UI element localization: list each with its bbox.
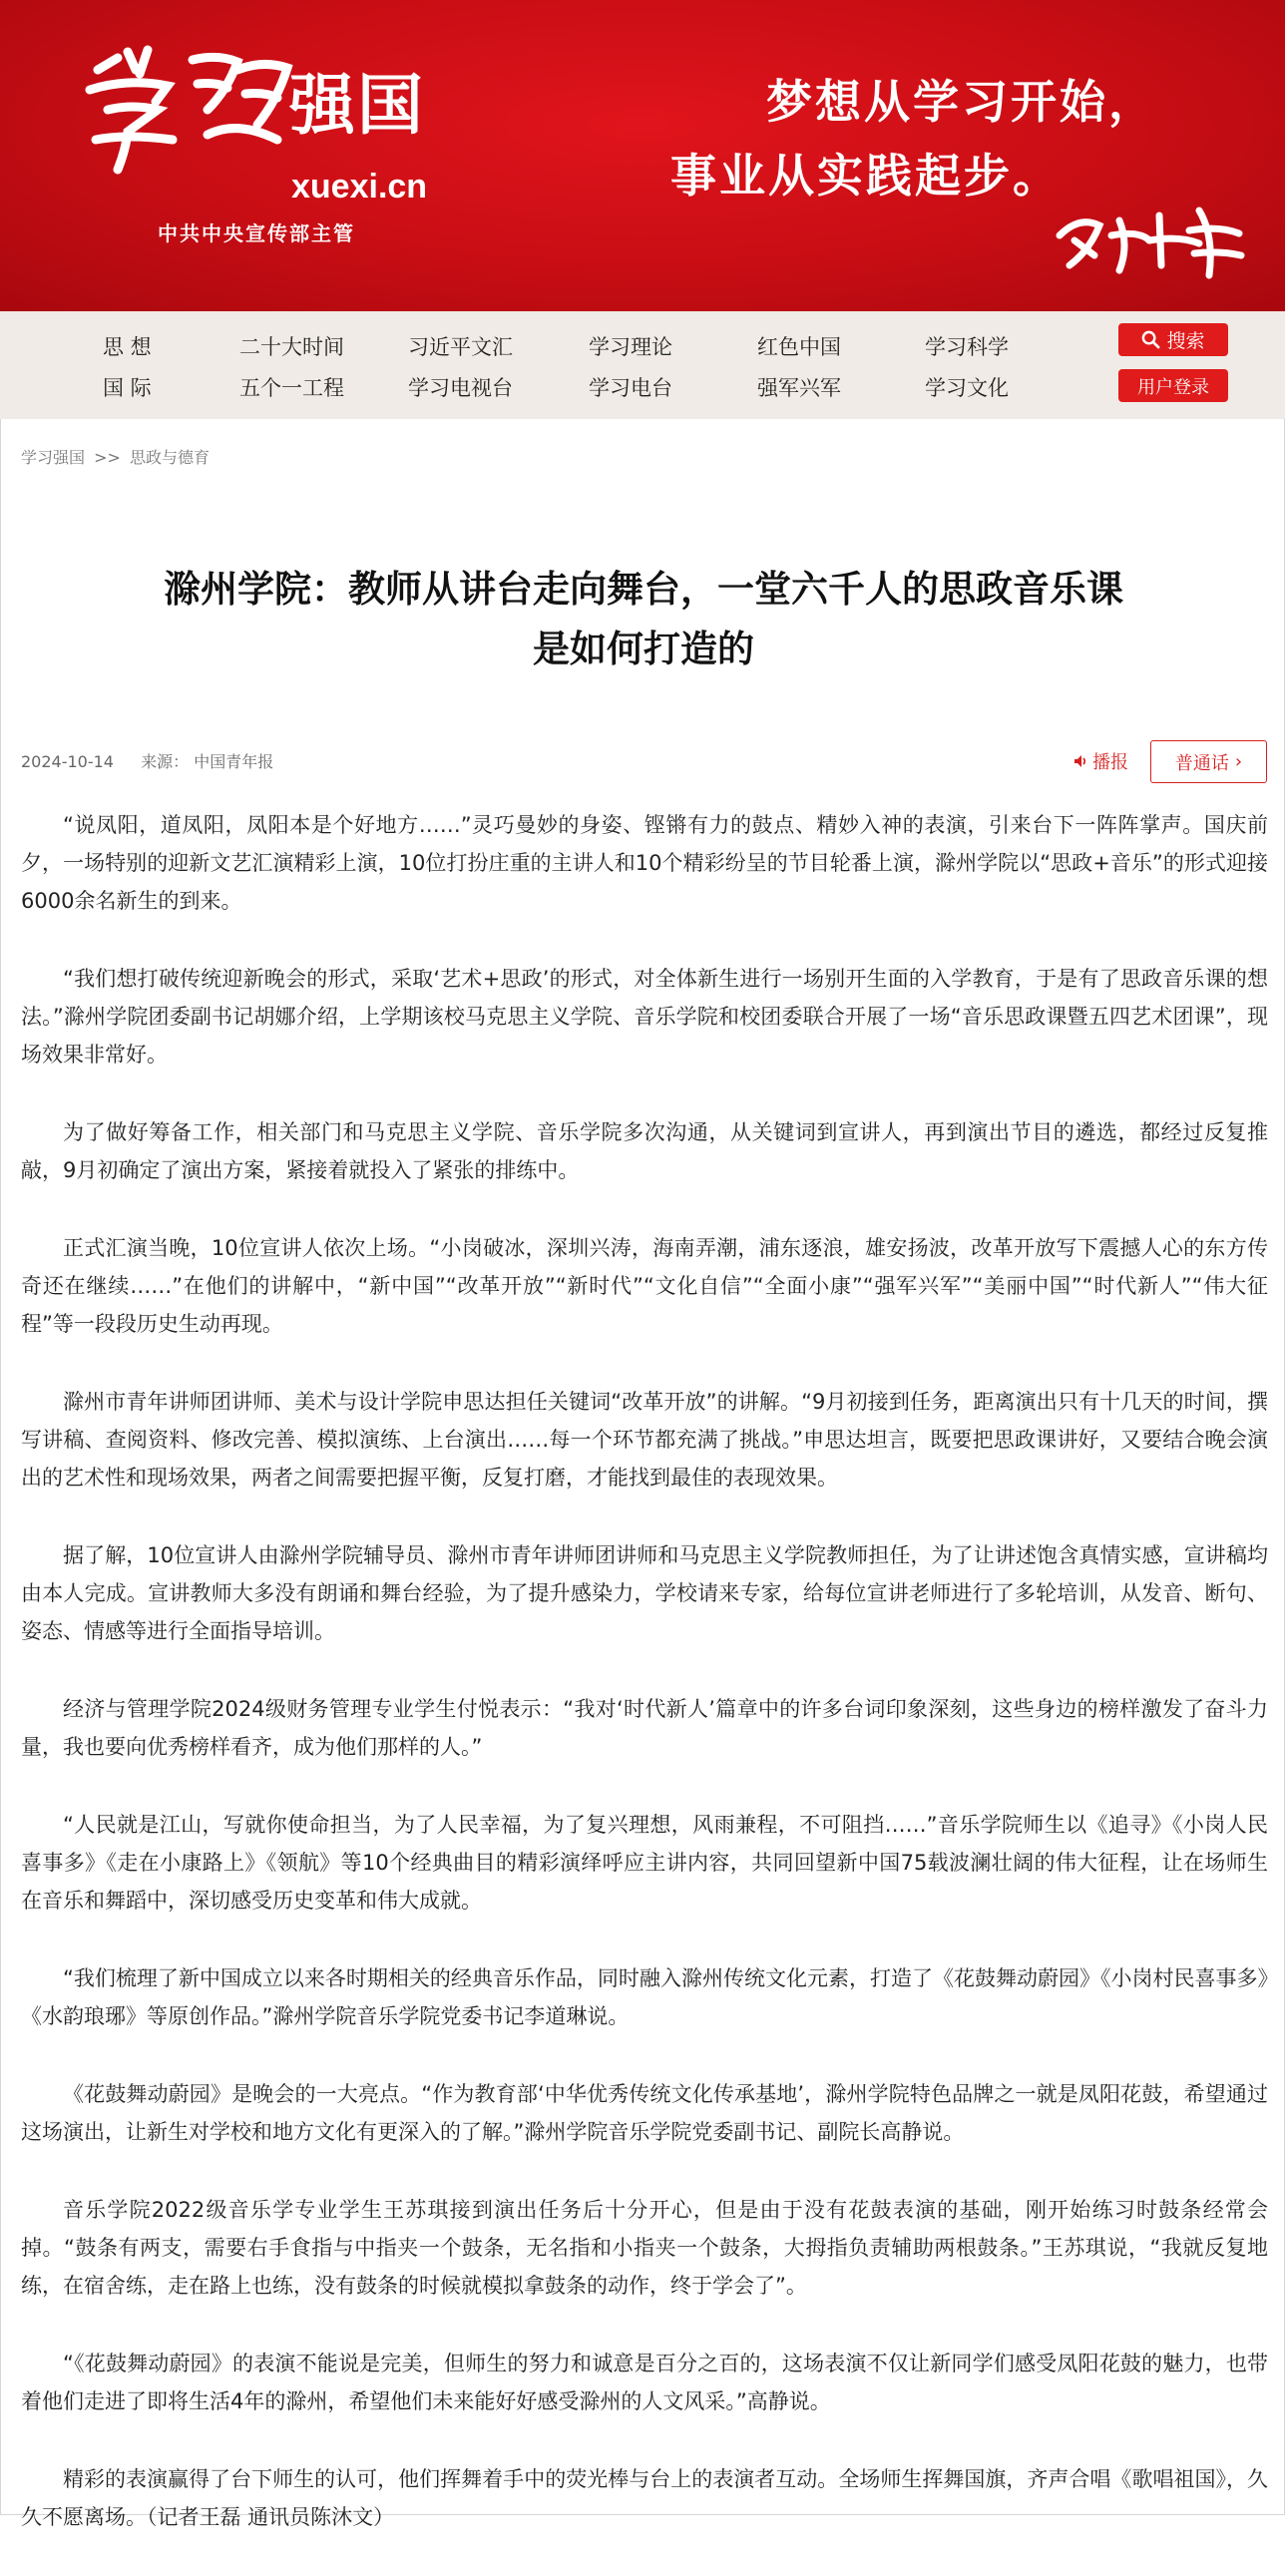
nav-item-xuexililun[interactable]: 学习理论 [589, 335, 672, 359]
article-paragraph: 音乐学院2022级音乐学专业学生王苏琪接到演出任务后十分开心，但是由于没有花鼓表演的基础，刚开始练习时鼓条经常会掉。“鼓条有两支，需要右手食指与中指夹一个鼓条，无名指和小指夹一个鼓条，大拇指负责辅助两根鼓条。”王苏琪说，“我就反复地练，在宿舍练，走在路上也练，没有鼓条的时候就模拟拿鼓条的动作，终于学会了”。 [21, 2198, 1268, 2298]
article-meta [21, 749, 273, 772]
breadcrumb-home-link[interactable]: 学习强国 [21, 448, 86, 467]
search-button[interactable] [1118, 323, 1228, 356]
site-banner [0, 0, 1285, 311]
nav-item-dianshitai[interactable]: 学习电视台 [408, 376, 513, 400]
xuexi-calligraphy-logo[interactable] [78, 40, 307, 180]
slogan-line-2: 事业从实践起步。 [670, 149, 1062, 203]
article-container [0, 419, 1285, 2529]
article-paragraph: 滁州市青年讲师团讲师、美术与设计学院申思达担任关键词“改革开放”的讲解。“9月初接到任务，距离演出只有十几天的时间，撰写讲稿、查阅资料、修改完善、模拟演练、上台演出……每一个环节都充满了挑战。”申思达坦言，既要把思政课讲好，又要结合晚会演出的艺术性和现场效果，两者之间需要把握平衡，反复打磨，才能找到最佳的表现效果。 [21, 1390, 1268, 1490]
article-body [21, 806, 1268, 2576]
article-title-line-2: 是如何打造的 [533, 628, 754, 670]
broadcast-button[interactable] [1072, 748, 1128, 774]
slogan-line-1: 梦想从学习开始， [766, 75, 1157, 129]
article-paragraph: 据了解，10位宣讲人由滁州学院辅导员、滁州市青年讲师团讲师和马克思主义学院教师担任，为了让讲述饱含真情实感，宣讲稿均由本人完成。宣讲教师大多没有朗诵和舞台经验，为了提升感染力，学校请来专家，给每位宣讲老师进行了多轮培训，从发音、断句、姿态、情感等进行全面指导培训。 [21, 1543, 1268, 1643]
source-name: 中国青年报 [194, 752, 274, 771]
nav-item-guoji[interactable]: 国 际 [103, 376, 152, 400]
main-navigation [0, 311, 1285, 419]
login-button-label: 用户登录 [1137, 376, 1209, 398]
article-paragraph: 经济与管理学院2024级财务管理专业学生付悦表示：“我对‘时代新人’篇章中的许多台词印象深刻，这些身边的榜样激发了奋斗力量，我也要向优秀榜样看齐，成为他们那样的人。” [21, 1697, 1268, 1759]
article-paragraph: 为了做好筹备工作，相关部门和马克思主义学院、音乐学院多次沟通，从关键词到宣讲人，再到演出节目的遴选，都经过反复推敲，9月初确定了演出方案，紧接着就投入了紧张的排练中。 [21, 1120, 1268, 1182]
login-button[interactable] [1118, 369, 1228, 402]
article-paragraph: 《花鼓舞动蔚园》是晚会的一大亮点。“作为教育部‘中华优秀传统文化传承基地’，滁州学院特色品牌之一就是凤阳花鼓，希望通过这场演出，让新生对学校和地方文化有更深入的了解。”滁州学院音乐学院党委副书记、副院长高静说。 [21, 2082, 1268, 2144]
nav-item-wugeyi[interactable]: 五个一工程 [239, 376, 344, 400]
nav-item-sixiang[interactable]: 思 想 [103, 335, 152, 359]
speaker-icon [1072, 753, 1088, 769]
logo-name: 强国 [289, 67, 425, 144]
article-paragraph: “《花鼓舞动蔚园》的表演不能说是完美，但师生的努力和诚意是百分之百的，这场表演不仅让新同学们感受凤阳花鼓的魅力，也带着他们走进了即将生活4年的滁州，希望他们未来能好好感受滁州的人文风采。”高静说。 [21, 2352, 1268, 2413]
nav-item-hongse[interactable]: 红色中国 [757, 335, 841, 359]
dialect-select[interactable] [1150, 740, 1267, 783]
logo-subtitle: 中共中央宣传部主管 [158, 221, 355, 245]
logo-domain: xuexi.cn [291, 168, 428, 206]
breadcrumb-section-link[interactable]: 思政与德育 [130, 448, 211, 467]
article-paragraph: “我们梳理了新中国成立以来各时期相关的经典音乐作品，同时融入滁州传统文化元素，打造了《花鼓舞动蔚园》《小岗村民喜事多》《水韵琅琊》等原创作品。”滁州学院音乐学院党委书记李道琳说。 [21, 1966, 1268, 2028]
source-label: 来源： [141, 752, 190, 771]
nav-item-ershida[interactable]: 二十大时间 [239, 335, 344, 359]
dialect-label: 普通话 [1174, 752, 1229, 774]
nav-item-kexue[interactable]: 学习科学 [925, 335, 1009, 359]
nav-item-qiangjun[interactable]: 强军兴军 [757, 376, 841, 400]
article-paragraph: “我们想打破传统迎新晚会的形式，采取‘艺术+思政’的形式，对全体新生进行一场别开生面的入学教育，于是有了思政音乐课的想法。”滁州学院团委副书记胡娜介绍，上学期该校马克思主义学院、音乐学院和校团委联合开展了一场“音乐思政课暨五四艺术团课”，现场效果非常好。 [21, 967, 1268, 1067]
signature-image [1050, 196, 1249, 285]
article-title-line-1: 滁州学院：教师从讲台走向舞台，一堂六千人的思政音乐课 [164, 568, 1123, 611]
breadcrumb [21, 445, 210, 468]
search-button-label: 搜索 [1166, 330, 1205, 352]
article-paragraph: 正式汇演当晚，10位宣讲人依次上场。“小岗破冰，深圳兴涛，海南弄潮，浦东逐浪，雄安扬波，改革开放写下震撼人心的东方传奇还在继续……”在他们的讲解中，“新中国”“改革开放”“新时代”“文化自信”“全面小康”“强军兴军”“美丽中国”“时代新人”“伟大征程”等一段段历史生动再现。 [21, 1236, 1268, 1336]
breadcrumb-separator: >> [94, 448, 121, 467]
article-paragraph: “说凤阳，道凤阳，凤阳本是个好地方……”灵巧曼妙的身姿、铿锵有力的鼓点、精妙入神的表演，引来台下一阵阵掌声。国庆前夕，一场特别的迎新文艺汇演精彩上演，10位打扮庄重的主讲人和10个精彩纷呈的节目轮番上演，滁州学院以“思政+音乐”的形式迎接6000余名新生的到来。 [21, 813, 1268, 913]
article-paragraph: “人民就是江山，写就你使命担当，为了人民幸福，为了复兴理想，风雨兼程，不可阻挡……”音乐学院师生以《追寻》《小岗人民喜事多》《走在小康路上》《领航》等10个经典曲目的精彩演绎呼应主讲内容，共同回望新中国75载波澜壮阔的伟大征程，让在场师生在音乐和舞蹈中，深切感受历史变革和伟大成就。 [21, 1813, 1268, 1913]
broadcast-label: 播报 [1092, 752, 1128, 773]
publish-date: 2024-10-14 [21, 752, 114, 771]
article-paragraph: 精彩的表演赢得了台下师生的认可，他们挥舞着手中的荧光棒与台上的表演者互动。全场师生挥舞国旗，齐声合唱《歌唱祖国》，久久不愿离场。（记者王磊 通讯员陈沐文） [21, 2467, 1268, 2529]
nav-item-wenhua[interactable]: 学习文化 [925, 376, 1009, 400]
search-icon [1141, 330, 1160, 349]
chevron-right-icon: › [1234, 751, 1243, 772]
nav-item-wenhui[interactable]: 习近平文汇 [408, 335, 513, 359]
nav-item-diantai[interactable]: 学习电台 [589, 376, 672, 400]
